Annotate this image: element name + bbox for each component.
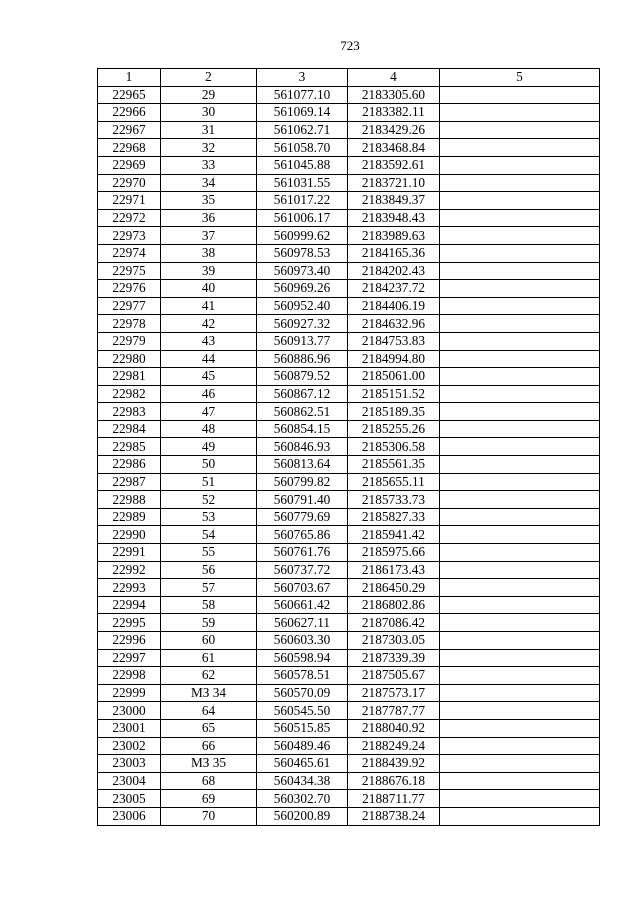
y-coordinate-cell: 2184165.36	[348, 244, 440, 262]
y-coordinate-cell: 2185151.52	[348, 385, 440, 403]
row-number-cell: 22966	[98, 104, 161, 122]
x-coordinate-cell: 561077.10	[257, 86, 348, 104]
x-coordinate-cell: 560779.69	[257, 508, 348, 526]
note-cell	[440, 297, 600, 315]
row-number-cell: 22979	[98, 332, 161, 350]
x-coordinate-cell: 560846.93	[257, 438, 348, 456]
table-row	[98, 86, 600, 104]
x-coordinate-cell: 560661.42	[257, 596, 348, 614]
table-row	[98, 262, 600, 280]
point-id-cell: 60	[161, 632, 257, 650]
note-cell	[440, 315, 600, 333]
row-number-cell: 22974	[98, 244, 161, 262]
point-id-cell: 65	[161, 719, 257, 737]
y-coordinate-cell: 2183468.84	[348, 139, 440, 157]
table-row	[98, 280, 600, 298]
y-coordinate-cell: 2185061.00	[348, 368, 440, 386]
y-coordinate-cell: 2184202.43	[348, 262, 440, 280]
x-coordinate-cell: 560465.61	[257, 755, 348, 773]
row-number-cell: 22983	[98, 403, 161, 421]
note-cell	[440, 368, 600, 386]
note-cell	[440, 790, 600, 808]
note-cell	[440, 227, 600, 245]
table-row	[98, 737, 600, 755]
note-cell	[440, 262, 600, 280]
y-coordinate-cell: 2187505.67	[348, 667, 440, 685]
row-number-cell: 23003	[98, 755, 161, 773]
row-number-cell: 23001	[98, 719, 161, 737]
point-id-cell: 33	[161, 156, 257, 174]
row-number-cell: 22973	[98, 227, 161, 245]
y-coordinate-cell: 2187303.05	[348, 632, 440, 650]
table-row	[98, 614, 600, 632]
y-coordinate-cell: 2183948.43	[348, 209, 440, 227]
row-number-cell: 22984	[98, 420, 161, 438]
row-number-cell: 22969	[98, 156, 161, 174]
point-id-cell: 58	[161, 596, 257, 614]
x-coordinate-cell: 561045.88	[257, 156, 348, 174]
row-number-cell: 22967	[98, 121, 161, 139]
table-row	[98, 350, 600, 368]
point-id-cell: 55	[161, 544, 257, 562]
y-coordinate-cell: 2188676.18	[348, 772, 440, 790]
row-number-cell: 22968	[98, 139, 161, 157]
x-coordinate-cell: 560200.89	[257, 807, 348, 825]
x-coordinate-cell: 560867.12	[257, 385, 348, 403]
y-coordinate-cell: 2185306.58	[348, 438, 440, 456]
point-id-cell: 57	[161, 579, 257, 597]
note-cell	[440, 737, 600, 755]
table-row	[98, 156, 600, 174]
y-coordinate-cell: 2184753.83	[348, 332, 440, 350]
row-number-cell: 22989	[98, 508, 161, 526]
y-coordinate-cell: 2183989.63	[348, 227, 440, 245]
point-id-cell: 59	[161, 614, 257, 632]
point-id-cell: 46	[161, 385, 257, 403]
point-id-cell: 56	[161, 561, 257, 579]
column-header-1: 1	[98, 69, 161, 87]
note-cell	[440, 332, 600, 350]
y-coordinate-cell: 2183849.37	[348, 192, 440, 210]
table-row	[98, 508, 600, 526]
x-coordinate-cell: 560799.82	[257, 473, 348, 491]
note-cell	[440, 526, 600, 544]
point-id-cell: 29	[161, 86, 257, 104]
y-coordinate-cell: 2184237.72	[348, 280, 440, 298]
note-cell	[440, 596, 600, 614]
y-coordinate-cell: 2187573.17	[348, 684, 440, 702]
point-id-cell: 62	[161, 667, 257, 685]
note-cell	[440, 385, 600, 403]
note-cell	[440, 456, 600, 474]
x-coordinate-cell: 561031.55	[257, 174, 348, 192]
y-coordinate-cell: 2185655.11	[348, 473, 440, 491]
note-cell	[440, 667, 600, 685]
y-coordinate-cell: 2184994.80	[348, 350, 440, 368]
table-row	[98, 807, 600, 825]
x-coordinate-cell: 560952.40	[257, 297, 348, 315]
point-id-cell: 40	[161, 280, 257, 298]
row-number-cell: 22999	[98, 684, 161, 702]
y-coordinate-cell: 2187787.77	[348, 702, 440, 720]
table-row	[98, 121, 600, 139]
point-id-cell: 30	[161, 104, 257, 122]
table-row	[98, 297, 600, 315]
note-cell	[440, 403, 600, 421]
x-coordinate-cell: 560879.52	[257, 368, 348, 386]
table-row	[98, 772, 600, 790]
note-cell	[440, 561, 600, 579]
note-cell	[440, 719, 600, 737]
row-number-cell: 22985	[98, 438, 161, 456]
table-row	[98, 473, 600, 491]
note-cell	[440, 244, 600, 262]
column-header-3: 3	[257, 69, 348, 87]
row-number-cell: 22982	[98, 385, 161, 403]
point-id-cell: 45	[161, 368, 257, 386]
x-coordinate-cell: 560598.94	[257, 649, 348, 667]
table-row	[98, 192, 600, 210]
row-number-cell: 22976	[98, 280, 161, 298]
point-id-cell: МЗ 34	[161, 684, 257, 702]
point-id-cell: 39	[161, 262, 257, 280]
row-number-cell: 22992	[98, 561, 161, 579]
y-coordinate-cell: 2188040.92	[348, 719, 440, 737]
row-number-cell: 23005	[98, 790, 161, 808]
point-id-cell: 37	[161, 227, 257, 245]
note-cell	[440, 139, 600, 157]
point-id-cell: 49	[161, 438, 257, 456]
note-cell	[440, 649, 600, 667]
note-cell	[440, 807, 600, 825]
point-id-cell: 61	[161, 649, 257, 667]
y-coordinate-cell: 2185975.66	[348, 544, 440, 562]
table-row	[98, 632, 600, 650]
y-coordinate-cell: 2183592.61	[348, 156, 440, 174]
note-cell	[440, 420, 600, 438]
point-id-cell: 42	[161, 315, 257, 333]
note-cell	[440, 174, 600, 192]
table-row	[98, 420, 600, 438]
x-coordinate-cell: 560570.09	[257, 684, 348, 702]
x-coordinate-cell: 560978.53	[257, 244, 348, 262]
y-coordinate-cell: 2185561.35	[348, 456, 440, 474]
y-coordinate-cell: 2185189.35	[348, 403, 440, 421]
note-cell	[440, 156, 600, 174]
point-id-cell: 52	[161, 491, 257, 509]
row-number-cell: 22986	[98, 456, 161, 474]
point-id-cell: 69	[161, 790, 257, 808]
x-coordinate-cell: 560973.40	[257, 262, 348, 280]
table-row	[98, 104, 600, 122]
row-number-cell: 22981	[98, 368, 161, 386]
table-row	[98, 227, 600, 245]
row-number-cell: 22994	[98, 596, 161, 614]
table-header-row	[98, 69, 600, 87]
point-id-cell: 50	[161, 456, 257, 474]
y-coordinate-cell: 2188738.24	[348, 807, 440, 825]
point-id-cell: 41	[161, 297, 257, 315]
coordinates-table	[97, 68, 600, 826]
row-number-cell: 23000	[98, 702, 161, 720]
table-row	[98, 719, 600, 737]
row-number-cell: 22990	[98, 526, 161, 544]
row-number-cell: 23004	[98, 772, 161, 790]
row-number-cell: 22995	[98, 614, 161, 632]
row-number-cell: 22993	[98, 579, 161, 597]
x-coordinate-cell: 560854.15	[257, 420, 348, 438]
table-row	[98, 438, 600, 456]
x-coordinate-cell: 560578.51	[257, 667, 348, 685]
note-cell	[440, 544, 600, 562]
point-id-cell: 44	[161, 350, 257, 368]
x-coordinate-cell: 561017.22	[257, 192, 348, 210]
y-coordinate-cell: 2185255.26	[348, 420, 440, 438]
x-coordinate-cell: 560765.86	[257, 526, 348, 544]
column-header-2: 2	[161, 69, 257, 87]
table-row	[98, 385, 600, 403]
x-coordinate-cell: 560703.67	[257, 579, 348, 597]
table-row	[98, 702, 600, 720]
point-id-cell: 53	[161, 508, 257, 526]
page-number: 723	[340, 38, 360, 53]
x-coordinate-cell: 561058.70	[257, 139, 348, 157]
y-coordinate-cell: 2186173.43	[348, 561, 440, 579]
table-row	[98, 368, 600, 386]
x-coordinate-cell: 560791.40	[257, 491, 348, 509]
row-number-cell: 22970	[98, 174, 161, 192]
x-coordinate-cell: 560627.11	[257, 614, 348, 632]
row-number-cell: 22987	[98, 473, 161, 491]
note-cell	[440, 473, 600, 491]
row-number-cell: 22965	[98, 86, 161, 104]
x-coordinate-cell: 560761.76	[257, 544, 348, 562]
point-id-cell: 43	[161, 332, 257, 350]
y-coordinate-cell: 2183429.26	[348, 121, 440, 139]
y-coordinate-cell: 2184406.19	[348, 297, 440, 315]
note-cell	[440, 491, 600, 509]
point-id-cell: 31	[161, 121, 257, 139]
x-coordinate-cell: 560515.85	[257, 719, 348, 737]
y-coordinate-cell: 2183382.11	[348, 104, 440, 122]
table-row	[98, 244, 600, 262]
row-number-cell: 22998	[98, 667, 161, 685]
row-number-cell: 22977	[98, 297, 161, 315]
y-coordinate-cell: 2188711.77	[348, 790, 440, 808]
x-coordinate-cell: 560489.46	[257, 737, 348, 755]
note-cell	[440, 192, 600, 210]
point-id-cell: 70	[161, 807, 257, 825]
point-id-cell: 54	[161, 526, 257, 544]
point-id-cell: 34	[161, 174, 257, 192]
note-cell	[440, 508, 600, 526]
note-cell	[440, 86, 600, 104]
note-cell	[440, 579, 600, 597]
x-coordinate-cell: 560545.50	[257, 702, 348, 720]
y-coordinate-cell: 2186802.86	[348, 596, 440, 614]
column-header-4: 4	[348, 69, 440, 87]
row-number-cell: 22988	[98, 491, 161, 509]
point-id-cell: 35	[161, 192, 257, 210]
x-coordinate-cell: 560813.64	[257, 456, 348, 474]
note-cell	[440, 104, 600, 122]
table-row	[98, 315, 600, 333]
table-body	[98, 86, 600, 825]
note-cell	[440, 209, 600, 227]
column-header-5: 5	[440, 69, 600, 87]
note-cell	[440, 614, 600, 632]
point-id-cell: 38	[161, 244, 257, 262]
y-coordinate-cell: 2183305.60	[348, 86, 440, 104]
y-coordinate-cell: 2187086.42	[348, 614, 440, 632]
note-cell	[440, 684, 600, 702]
x-coordinate-cell: 560999.62	[257, 227, 348, 245]
note-cell	[440, 121, 600, 139]
note-cell	[440, 350, 600, 368]
y-coordinate-cell: 2187339.39	[348, 649, 440, 667]
table-row	[98, 667, 600, 685]
row-number-cell: 22972	[98, 209, 161, 227]
point-id-cell: 64	[161, 702, 257, 720]
row-number-cell: 22971	[98, 192, 161, 210]
point-id-cell: 48	[161, 420, 257, 438]
y-coordinate-cell: 2188439.92	[348, 755, 440, 773]
x-coordinate-cell: 560927.32	[257, 315, 348, 333]
table-row	[98, 139, 600, 157]
y-coordinate-cell: 2184632.96	[348, 315, 440, 333]
x-coordinate-cell: 560862.51	[257, 403, 348, 421]
point-id-cell: 68	[161, 772, 257, 790]
note-cell	[440, 772, 600, 790]
row-number-cell: 22978	[98, 315, 161, 333]
point-id-cell: 36	[161, 209, 257, 227]
table-row	[98, 403, 600, 421]
table-row	[98, 684, 600, 702]
x-coordinate-cell: 561062.71	[257, 121, 348, 139]
x-coordinate-cell: 561006.17	[257, 209, 348, 227]
table-row	[98, 526, 600, 544]
x-coordinate-cell: 560969.26	[257, 280, 348, 298]
table-row	[98, 790, 600, 808]
x-coordinate-cell: 560603.30	[257, 632, 348, 650]
row-number-cell: 23002	[98, 737, 161, 755]
row-number-cell: 23006	[98, 807, 161, 825]
x-coordinate-cell: 561069.14	[257, 104, 348, 122]
note-cell	[440, 632, 600, 650]
x-coordinate-cell: 560886.96	[257, 350, 348, 368]
note-cell	[440, 755, 600, 773]
table-row	[98, 174, 600, 192]
point-id-cell: 51	[161, 473, 257, 491]
y-coordinate-cell: 2185827.33	[348, 508, 440, 526]
x-coordinate-cell: 560302.70	[257, 790, 348, 808]
note-cell	[440, 702, 600, 720]
y-coordinate-cell: 2185733.73	[348, 491, 440, 509]
table-row	[98, 209, 600, 227]
table-row	[98, 649, 600, 667]
x-coordinate-cell: 560434.38	[257, 772, 348, 790]
table-row	[98, 596, 600, 614]
point-id-cell: МЗ 35	[161, 755, 257, 773]
table-row	[98, 561, 600, 579]
table-row	[98, 456, 600, 474]
table-row	[98, 579, 600, 597]
y-coordinate-cell: 2185941.42	[348, 526, 440, 544]
note-cell	[440, 438, 600, 456]
table-row	[98, 544, 600, 562]
point-id-cell: 47	[161, 403, 257, 421]
x-coordinate-cell: 560913.77	[257, 332, 348, 350]
y-coordinate-cell: 2188249.24	[348, 737, 440, 755]
point-id-cell: 32	[161, 139, 257, 157]
row-number-cell: 22996	[98, 632, 161, 650]
point-id-cell: 66	[161, 737, 257, 755]
y-coordinate-cell: 2183721.10	[348, 174, 440, 192]
table-row	[98, 332, 600, 350]
x-coordinate-cell: 560737.72	[257, 561, 348, 579]
row-number-cell: 22991	[98, 544, 161, 562]
note-cell	[440, 280, 600, 298]
table-row	[98, 491, 600, 509]
y-coordinate-cell: 2186450.29	[348, 579, 440, 597]
row-number-cell: 22975	[98, 262, 161, 280]
table-row	[98, 755, 600, 773]
row-number-cell: 22980	[98, 350, 161, 368]
row-number-cell: 22997	[98, 649, 161, 667]
